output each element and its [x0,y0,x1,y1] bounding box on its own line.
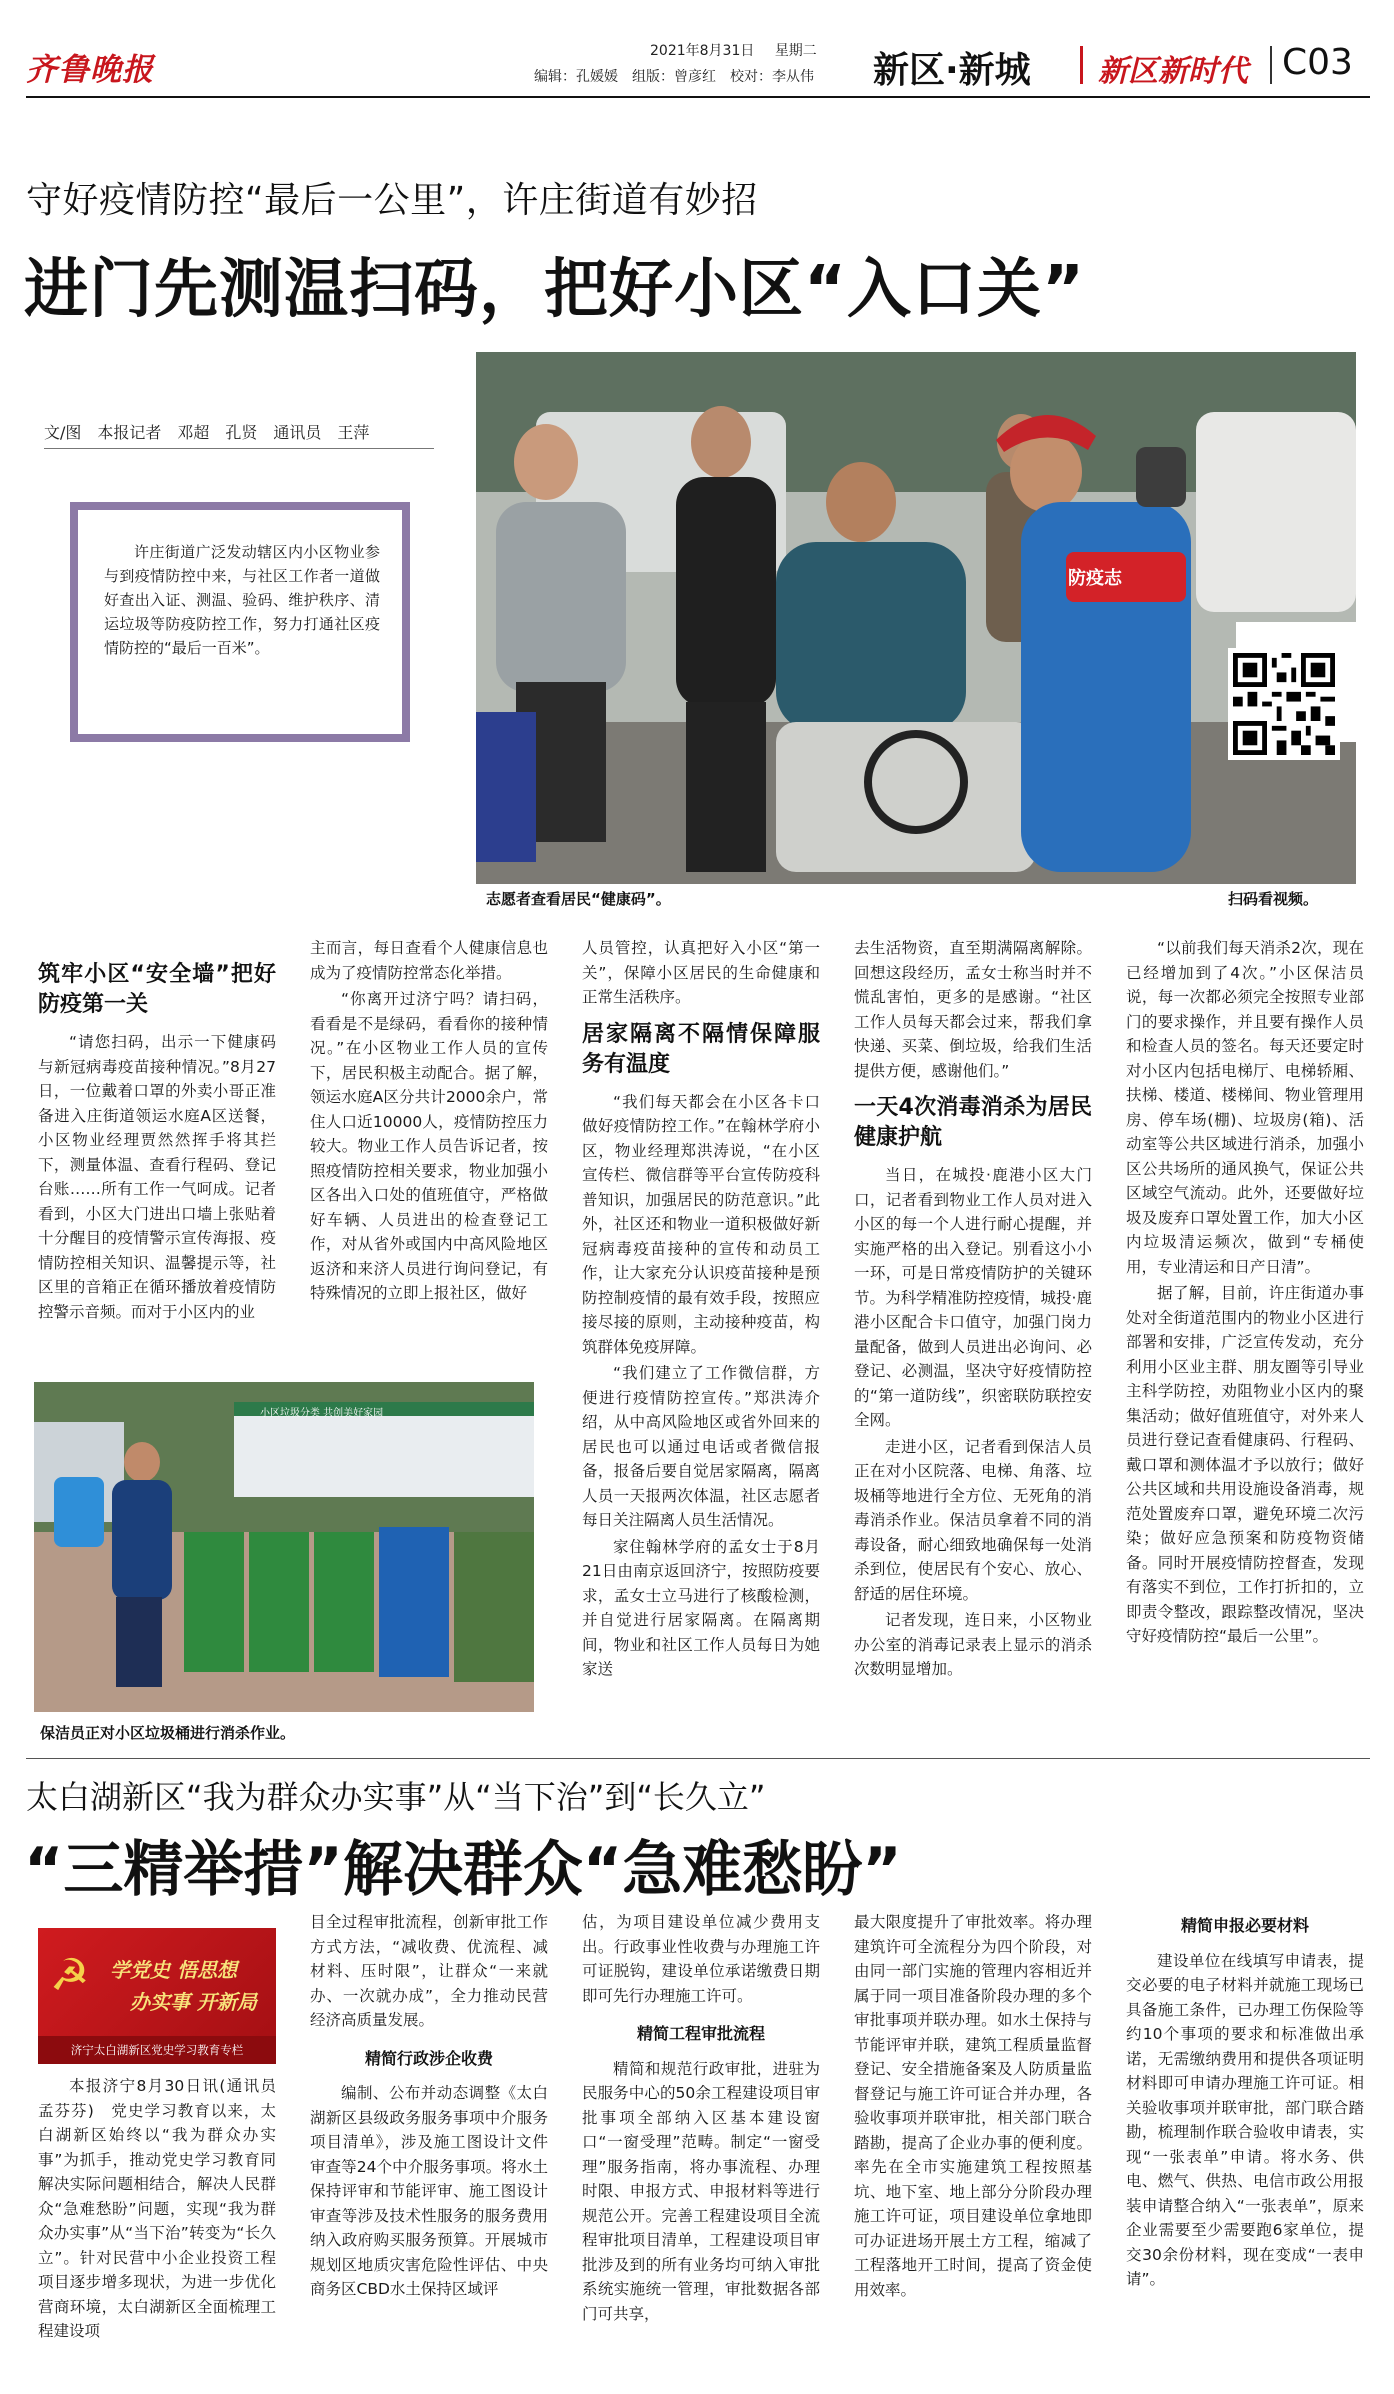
story1-kicker: 守好疫情防控“最后一公里”，许庄街道有妙招 [26,180,758,221]
col1-subhead: 筑牢小区“安全墙”把好防疫第一关 [38,962,276,1017]
col3-paragraph-1: 人员管控，认真把好入小区“第一关”，保障小区居民的生命健康和正常生活秩序。 [582,939,820,1006]
story2-col3 [582,1910,820,2328]
s2-col3-subhead: 精简工程审批流程 [636,2024,765,2043]
col2-paragraph-1: 主而言，每日查看个人健康信息也成为了疫情防控常态化举措。 [310,939,548,982]
col5-paragraph-1: “以前我们每天消杀2次，现在已经增加到了4次。”小区保洁员说，每一次都必须完全按照专业部门的要求操作，并且要有操作人员和检查人员的签名。每天还要定时对小区内包括电梯厅、电梯轿厢、扶梯、楼道、楼梯间、物业管理用房、停车场(棚)、垃圾房(箱)、活动室等公共区域进行消杀，加强小区公共场所的通风换气，保证公共区域空气流动。此外，还要做好垃圾及废弃口罩处置工作，加大小区内垃圾清运频次，做到“专桶使用，专业清运和日产日清”。 [1126,939,1364,1276]
byline-rule [44,448,434,449]
s2-col3-paragraph-1: 估，为项目建设单位减少费用支出。行政事业性收费与办理施工许可证脱钩，建设单位承诺缴费日期即可先行办理施工许可。 [582,1913,820,2005]
banner-caption: 济宁太白湖新区党史学习教育专栏 [38,2036,276,2064]
issue-date [650,40,817,60]
col4-paragraph-4: 记者发现，连日来，小区物业办公室的消毒记录表上显示的消杀次数明显增加。 [854,1611,1092,1678]
masthead-rule [26,96,1370,98]
photo-caption: 志愿者查看居民“健康码”。 [486,890,671,908]
banner-line-1: 学党史 悟思想 [110,1958,237,1982]
main-photo [476,352,1356,884]
col4-paragraph-3: 走进小区，记者看到保洁人员正在对小区院落、电梯、角落、垃圾桶等地进行全方位、无死角的消毒消杀作业。保洁员拿着不同的消毒设备，耐心细致地确保每一处消杀到位，使居民有个安心、放心、舒适的居住环境。 [854,1437,1092,1603]
party-emblem-icon: ☭ [50,1950,90,2001]
story2-col1 [38,2074,292,2346]
story-divider [26,1758,1370,1759]
story1-col3 [582,936,820,1684]
date-text: 2021年8月31日 [650,43,755,59]
s2-col5-paragraph-1: 建设单位在线填写申请表，提交必要的电子材料并就施工现场已具备施工条件，已办理工伤保险等约10个事项的要求和标准做出承诺，无需缴纳费用和提供各项证明材料即可申请办理施工许可证。相关验收事项并联审批，部门联合踏勘，梳理制作联合验收申请表，实现“一张表单”申请。将水务、供电、燃气、供热、电信市政公用报装申请整合纳入“一张表单”，原来企业需要至少需要跑6家单位，提交30余份材料，现在变成“一表申请”。 [1126,1951,1364,2288]
qr-code [1228,648,1340,760]
weekday-text: 星期二 [774,43,817,59]
story1-col1 [38,950,276,1326]
story2-col5 [1126,1910,1364,2294]
s2-col2-paragraph-1: 目全过程审批流程，创新审批工作方式方法，“减收费、优流程、减材料、压时限”，让群众“一来就办、一次就办成”，全力推动民营经济高质量发展。 [310,1913,548,2029]
col2-paragraph-2: “你离开过济宁吗？请扫码，看看是不是绿码，看看你的接种情况。”在小区物业工作人员的宣传下，居民积极主动配合。据了解，领运水庭A区分共计2000余户，常住人口近10000人，疫情防控压力较大。物业工作人员告诉记者，按照疫情防控相关要求，物业加强小区各出入口处的值班值守，严格做好车辆、人员进出的检查登记工作，对从省外或国内中高风险地区返济和来济人员进行询问登记，有特殊情况的立即上报社区，做好 [310,990,548,1302]
banner-line-2: 办实事 开新局 [130,1990,257,2014]
story1-headline: 进门先测温扫码，把好小区“入口关” [24,253,1086,327]
story1-col2 [310,936,548,1308]
col3-paragraph-3: “我们建立了工作微信群，方便进行疫情防控宣传。”郑洪涛介绍，从中高风险地区或省外回来的居民也可以通过电话或者微信报备，报备后要自觉居家隔离，隔离人员一天报两次体温，社区志愿者每日关注隔离人员生活情况。 [582,1364,820,1529]
divider-bar-2 [1270,46,1272,84]
masthead [0,0,1394,96]
col4-subhead: 一天4次消毒消杀为居民健康护航 [854,1095,1092,1150]
divider-bar [1080,46,1083,84]
page-number: C03 [1282,42,1353,83]
s2-col4-paragraph-1: 最大限度提升了审批效率。将办理建筑许可全流程分为四个阶段，对由同一部门实施的管理内容相近并属于同一项目准备阶段办理的多个审批事项并联办理。如水土保持与节能评审并联，建筑工程质量监督登记、安全措施备案及人防质量监督登记与施工许可证合并办理，各验收事项并联审批，相关部门联合踏勘，提高了企业办事的便利度。率先在全市实施建筑工程按照基坑、地下室、地上部分分阶段办理施工许可证，项目建设单位拿地即可办证进场开展土方工程，缩减了工程落地开工时间，提高了资金使用效率。 [854,1913,1092,2299]
party-history-banner [38,1928,276,2064]
cleaner-photo-caption: 保洁员正对小区垃圾桶进行消杀作业。 [40,1724,296,1742]
story2-headline: “三精举措”解决群众“急难愁盼” [24,1835,902,1905]
section-title: 新区·新城 [873,50,1031,91]
s2-col5-subhead: 精简申报必要材料 [1180,1916,1309,1935]
summary-box [70,502,410,742]
story1-col4 [854,936,1092,1684]
s2-col2-paragraph-2: 编制、公布并动态调整《太白湖新区县级政务服务事项中介服务项目清单》，涉及施工图设计文件审查等24个中介服务事项。将水土保持评审和节能评审、施工图设计审查等涉及技术性服务的服务费用纳入政府购买服务预算。开展城市规划区地质灾害危险性评估、中央商务区CBD水土保持区域评 [310,2084,548,2298]
col3-paragraph-2: “我们每天都会在小区各卡口做好疫情防控工作。”在翰林学府小区，物业经理郑洪涛说，“在小区宣传栏、微信群等平台宣传防疫科普知识，加强居民的防范意识。”此外，社区还和物业一道积极做好新冠病毒疫苗接种的宣传和动员工作，让大家充分认识疫苗接种是预防控制疫情的最有效手段，按照应接尽接的原则，主动接种疫苗，构筑群体免疫屏障。 [582,1092,820,1356]
garbage-sign-text: 小区垃圾分类 共创美好家园 [260,1408,384,1419]
story2-col2 [310,1910,548,2304]
qr-caption: 扫码看视频。 [1228,890,1319,908]
story2-col4 [854,1910,1092,2304]
s2-col3-paragraph-2: 精简和规范行政审批，进驻为民服务中心的50余工程建设项目审批事项全部纳入区基本建设窗口“一窗受理”范畴。制定“一窗受理”服务指南，将办事流程、办理时限、申报方式、申报材料等进行规范公开。完善工程建设项目全流程审批项目清单，工程建设项目审批涉及到的所有业务均可纳入审批系统实施统一管理，审批数据各部门可共享， [582,2059,820,2323]
col3-subhead: 居家隔离不隔情保障服务有温度 [582,1021,820,1077]
photo-scene-svg [476,352,1356,884]
editor-credits: 编辑：孔媛媛 组版：曾彦红 校对：李从伟 [534,69,814,85]
col4-paragraph-1: 去生活物资，直至期满隔离解除。回想这段经历，孟女士称当时并不慌乱害怕，更多的是感谢。“社区工作人员每天都会过来，帮我们拿快递、买菜、倒垃圾，给我们生活提供方便，感谢他们。” [854,939,1092,1080]
byline: 文/图 本报记者 邓超 孔贤 通讯员 王萍 [44,423,370,442]
section-logo: 新区新时代 [1098,54,1248,89]
s2-col1-paragraph: 本报济宁8月30日讯(通讯员 孟芬芬) 党史学习教育以来，太白湖新区始终以“我为群众办实事”为抓手，推动党史学习教育同解决实际问题相结合，解决人民群众“急难愁盼”问题，实现“我为群众办实事”从“当下治”转变为“长久立”。针对民营中小企业投资工程项目逐步增多现状，为进一步优化营商环境，太白湖新区全面梳理工程建设项 [38,2077,292,2340]
s2-col2-subhead: 精简行政涉企收费 [364,2048,493,2068]
col1-paragraph: “请您扫码，出示一下健康码与新冠病毒疫苗接种情况。”8月27日，一位戴着口罩的外卖小哥正准备进入庄街道领运水庭A区送餐，小区物业经理贾然然挥手将其拦下，测量体温、查看行程码、登记台账……所有工作一气呵成。记者看到，小区大门进出口墙上张贴着十分醒目的疫情警示宣传海报、疫情防控相关知识、温馨提示等，社区里的音箱正在循环播放着疫情防控警示音频。而对于小区内的业 [38,1033,276,1321]
story2-kicker: 太白湖新区“我为群众办实事”从“当下治”到“长久立” [26,1778,766,1816]
summary-text: 许庄街道广泛发动辖区内小区物业参与到疫情防控中来，与社区工作者一道做好查出入证、测温、验码、维护秩序、清运垃圾等防疫防控工作，努力打通社区疫情防控的“最后一百米”。 [104,543,380,657]
col3-paragraph-4: 家住翰林学府的孟女士于8月21日由南京返回济宁，按照防疫要求，孟女士立马进行了核酸检测，并自觉进行居家隔离。在隔离期间，物业和社区工作人员每日为她家送 [582,1537,820,1678]
story1-col5 [1126,936,1364,1651]
cleaner-scene-svg [34,1382,534,1712]
cleaner-photo [34,1382,534,1712]
armband-label: 防疫志 [1068,568,1122,589]
col4-paragraph-2: 当日，在城投·鹿港小区大门口，记者看到物业工作人员对进入小区的每一个人进行耐心提醒，并实施严格的出入登记。别看这小小一环，可是日常疫情防护的关键环节。为科学精准防控疫情，城投·鹿港小区配合卡口值守，加强门岗力量配备，做到人员进出必询问、必登记、必测温，坚决守好疫情防控的“第一道防线”，织密联防联控安全网。 [854,1166,1092,1429]
qr-code-svg [1233,653,1335,755]
col5-paragraph-2: 据了解，目前，许庄街道办事处对全街道范围内的物业小区进行部署和安排，广泛宣传发动，充分利用小区业主群、朋友圈等引导业主科学防控，劝阻物业小区内的聚集活动；做好值班值守，对外来人员进行登记查看健康码、行程码、戴口罩和测体温才予以放行；做好公共区域和共用设施设备消毒，规范处置废弃口罩，避免环境二次污染；做好应急预案和防疫物资储备。同时开展疫情防控督查，发现有落实不到位，工作打折扣的，立即责令整改，跟踪整改情况，坚决守好疫情防控“最后一公里”。 [1126,1284,1364,1645]
newspaper-logo: 齐鲁晚报 [26,52,154,88]
